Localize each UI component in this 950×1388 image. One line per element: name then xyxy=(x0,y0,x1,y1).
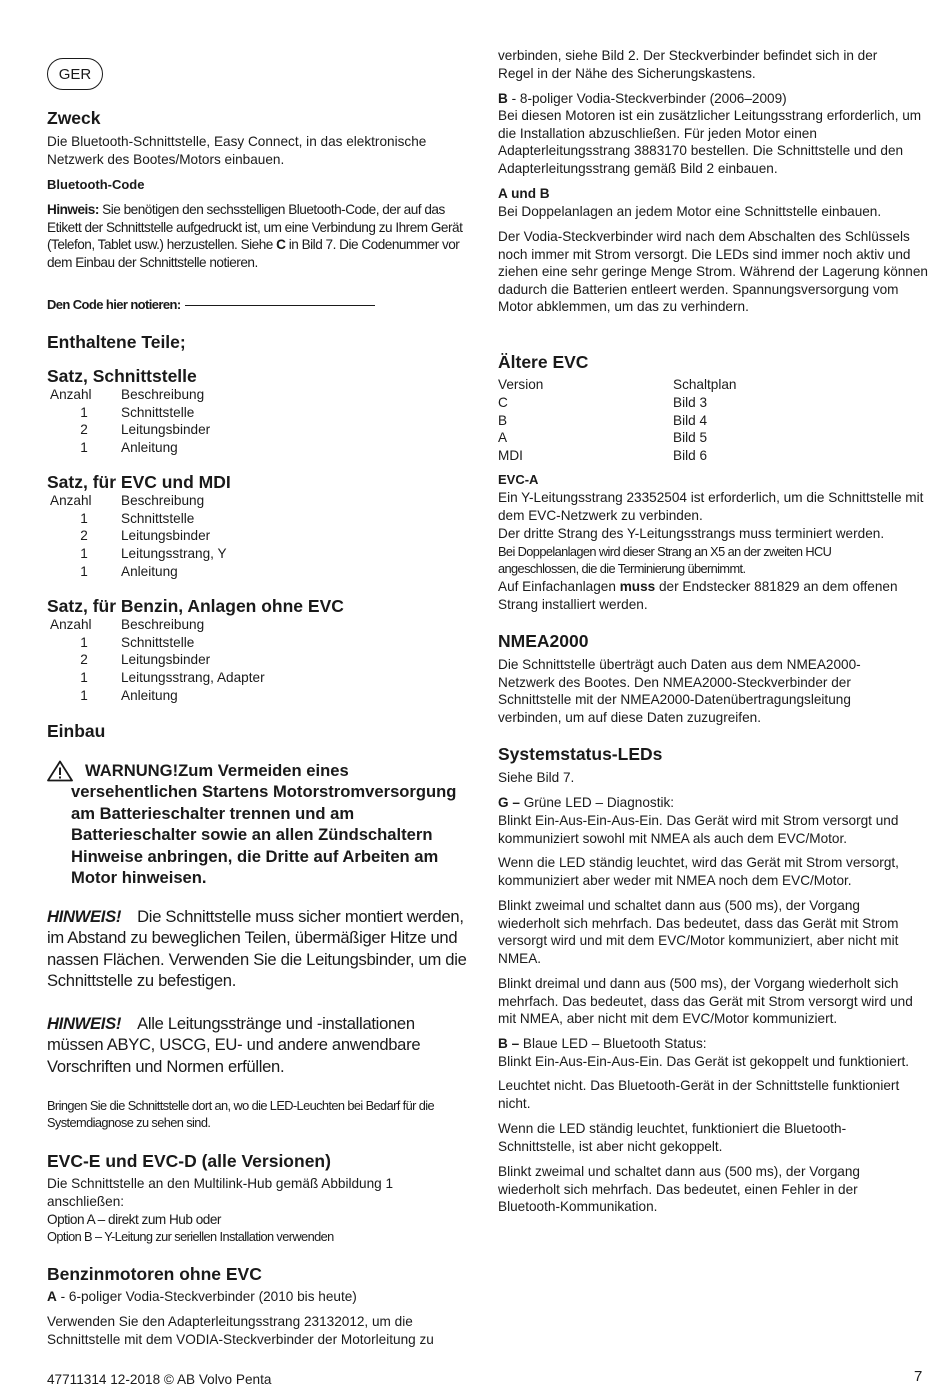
table-row xyxy=(47,651,472,669)
set-3-table xyxy=(47,616,472,705)
evca-text-4 xyxy=(498,578,928,613)
table-header xyxy=(498,376,736,394)
evca-4b: muss xyxy=(619,579,656,594)
parts-set-1 xyxy=(47,366,472,457)
desc: Schnittstelle xyxy=(121,510,195,526)
benzin-para-cont: verbinden, siehe Bild 2. Der Steckverbinder befindet sich in der Regel in der Nähe des Sicherungskastens. xyxy=(498,48,878,81)
table-row xyxy=(47,439,472,457)
language-badge: GER xyxy=(47,58,103,90)
qty: 2 xyxy=(80,528,88,544)
evc-ed-line-1: Die Schnittstelle an den Multilink-Hub gemäß Abbildung 1 anschließen: xyxy=(47,1176,394,1209)
hinweis-label: HINWEIS! xyxy=(47,1014,122,1033)
col-desc: Beschreibung xyxy=(121,493,205,508)
evca-text-2: Der dritte Strang des Y-Leitungsstrangs muss terminiert werden. xyxy=(498,526,885,541)
qty: 1 xyxy=(80,510,88,526)
zweck-heading: Zweck xyxy=(47,108,101,128)
table-header xyxy=(47,386,472,404)
set-1-title: Satz, Schnittstelle xyxy=(47,366,197,386)
parts-set-2 xyxy=(47,472,472,581)
green-led-1: Blinkt Ein-Aus-Ein-Aus-Ein. Das Gerät wird mit Strom versorgt und kommuniziert sowohl mit NMEA als auch dem EVC/Motor. xyxy=(498,813,899,846)
einbau-heading: Einbau xyxy=(47,721,106,741)
hinweis-1 xyxy=(47,906,472,992)
ab-text: Bei Doppelanlagen an jedem Motor eine Schnittstelle einbauen. xyxy=(498,204,882,219)
schaltplan: Bild 4 xyxy=(673,412,708,428)
col-qty: Anzahl xyxy=(50,617,92,632)
col-desc: Beschreibung xyxy=(121,617,205,632)
table-row xyxy=(47,669,472,687)
qty: 1 xyxy=(80,634,88,650)
table-row xyxy=(47,545,472,563)
schaltplan: Bild 5 xyxy=(673,430,708,446)
warning-icon xyxy=(47,760,73,782)
evc-ed-line-3: Option B – Y-Leitung zur seriellen Installation verwenden xyxy=(47,1229,334,1244)
aeltere-heading: Ältere EVC xyxy=(498,352,589,372)
blue-led-3: Wenn die LED ständig leuchtet, funktioniert die Bluetooth-Schnittstelle, ist aber nicht gekoppelt. xyxy=(498,1121,847,1154)
qty: 1 xyxy=(80,687,88,703)
warning-block xyxy=(47,760,472,888)
blue-led-1: Blinkt Ein-Aus-Ein-Aus-Ein. Das Gerät ist gekoppelt und funktioniert. xyxy=(498,1054,910,1069)
blue-led-2: Leuchtet nicht. Das Bluetooth-Gerät in der Schnittstelle funktioniert nicht. xyxy=(498,1078,900,1111)
bluetooth-hint xyxy=(47,201,472,271)
code-note-line xyxy=(47,296,375,314)
b-led-title: Blaue LED – Bluetooth Status: xyxy=(519,1036,707,1051)
desc: Leitungsstrang, Adapter xyxy=(121,670,265,686)
set-3-title: Satz, für Benzin, Anlagen ohne EVC xyxy=(47,596,344,616)
version-table xyxy=(498,376,736,465)
table-row xyxy=(498,447,736,465)
hint-text-2: in Bild 7. Die Codenummer vor dem Einbau der Schnittstelle notieren. xyxy=(47,237,460,270)
hinweis-label: HINWEIS! xyxy=(47,907,122,926)
qty: 1 xyxy=(80,404,88,420)
evc-ed-heading: EVC-E und EVC-D (alle Versionen) xyxy=(47,1151,331,1171)
evca-label: EVC-A xyxy=(498,472,539,487)
page-number: 7 xyxy=(914,1368,923,1385)
desc: Schnittstelle xyxy=(121,634,195,650)
leds-see: Siehe Bild 7. xyxy=(498,770,575,785)
qty: 2 xyxy=(80,422,88,438)
code-note-label: Den Code hier notieren: xyxy=(47,297,181,312)
col-version: Version xyxy=(498,377,544,392)
vodia-para: Der Vodia-Steckverbinder wird nach dem Abschalten des Schlüssels noch immer mit Strom versorgt. Die LEDs sind immer noch aktiv und ziehen eine sehr geringe Menge Strom. Während der Lagerung können dadurch die Batterien entleert werden. Spannungsversorgung vom Motor abklemmen, um das zu verhindern. xyxy=(498,229,928,315)
qty: 1 xyxy=(80,440,88,456)
version: MDI xyxy=(498,448,523,464)
table-header xyxy=(47,616,472,634)
evca-text-3: Bei Doppelanlagen wird dieser Strang an X5 an der zweiten HCU angeschlossen, die die Terminierung übernimmt. xyxy=(498,544,832,576)
zweck-text: Die Bluetooth-Schnittstelle, Easy Connect, in das elektronische Netzwerk des Bootes/Motors einbauen. xyxy=(47,134,427,167)
table-row xyxy=(498,412,736,430)
warning-title: WARNUNG!Zum Vermeiden eines xyxy=(85,761,349,780)
leds-heading: Systemstatus-LEDs xyxy=(498,744,663,764)
b-label: B xyxy=(498,91,508,106)
g-label: G – xyxy=(498,795,520,810)
table-row xyxy=(47,404,472,422)
desc: Anleitung xyxy=(121,687,178,703)
version: B xyxy=(498,412,508,428)
benzin-b xyxy=(498,90,787,108)
g-title: Grüne LED – Diagnostik: xyxy=(519,795,675,810)
green-led-2: Wenn die LED ständig leuchtet, wird das Gerät mit Strom versorgt, kommuniziert aber weder mit NMEA noch dem EVC/Motor. xyxy=(498,855,899,888)
parts-heading: Enthaltene Teile; xyxy=(47,332,186,352)
benzin-heading: Benzinmotoren ohne EVC xyxy=(47,1264,262,1284)
table-row xyxy=(47,687,472,705)
hint-label: Hinweis: xyxy=(47,202,99,217)
col-qty: Anzahl xyxy=(50,387,92,402)
hinweis-2 xyxy=(47,1013,472,1077)
ab-label: A und B xyxy=(498,186,550,201)
set-1-table xyxy=(47,386,472,457)
benzin-para: Verwenden Sie den Adapterleitungsstrang 23132012, um die Schnittstelle mit dem VODIA-Steckverbinder der Motorleitung zu xyxy=(47,1314,434,1347)
parts-set-3 xyxy=(47,596,472,705)
desc: Schnittstelle xyxy=(121,404,195,420)
bluetooth-code-heading: Bluetooth-Code xyxy=(47,177,145,192)
col-qty: Anzahl xyxy=(50,493,92,508)
col-schaltplan: Schaltplan xyxy=(673,377,737,392)
qty: 2 xyxy=(80,652,88,668)
set-2-table xyxy=(47,492,472,581)
table-row xyxy=(47,510,472,528)
b-text: - 8-poliger Vodia-Steckverbinder (2006–2009) xyxy=(507,91,787,106)
qty: 1 xyxy=(80,546,88,562)
version: C xyxy=(498,394,508,410)
table-row xyxy=(498,429,736,447)
placement-text: Bringen Sie die Schnittstelle dort an, wo die LED-Leuchten bei Bedarf für die Systemdiagnose zu sehen sind. xyxy=(47,1098,435,1130)
nmea-heading: NMEA2000 xyxy=(498,631,589,651)
evca-4a: Auf Einfachanlagen xyxy=(498,579,620,594)
green-led-3: Blinkt zweimal und schaltet dann aus (500 ms), der Vorgang wiederholt sich mehrfach. Das bedeutet, dass das Gerät mit Strom versorgt wird und mit dem EVC/Motor kommuniziert, aber nicht mit NMEA. xyxy=(498,898,899,966)
table-row xyxy=(47,563,472,581)
evca-4c: der Endstecker 881829 an dem offenen Strang installiert werden. xyxy=(498,579,898,612)
version: A xyxy=(498,430,508,446)
green-led-title xyxy=(498,794,674,812)
qty: 1 xyxy=(80,563,88,579)
hinweis-1-text: Die Schnittstelle muss sicher montiert werden, im Abstand zu beweglichen Teilen, übermäßiger Hitze und nassen Flächen. Verwenden Sie die Leitungsbinder, um die Schnittstelle zu befestigen. xyxy=(47,907,467,991)
a-text: - 6-poliger Vodia-Steckverbinder (2010 bis heute) xyxy=(56,1289,357,1304)
schaltplan: Bild 3 xyxy=(673,394,708,410)
table-row xyxy=(498,394,736,412)
set-2-title: Satz, für EVC und MDI xyxy=(47,472,231,492)
footer-doc-info: 47711314 12-2018 © AB Volvo Penta xyxy=(47,1372,272,1387)
desc: Leitungsbinder xyxy=(121,652,211,668)
desc: Leitungsbinder xyxy=(121,422,211,438)
desc: Anleitung xyxy=(121,440,178,456)
desc: Leitungsstrang, Y xyxy=(121,546,227,562)
desc: Leitungsbinder xyxy=(121,528,211,544)
evca-text-1: Ein Y-Leitungsstrang 23352504 ist erforderlich, um die Schnittstelle mit dem EVC-Netzwerk zu verbinden. xyxy=(498,490,924,523)
qty: 1 xyxy=(80,670,88,686)
evc-ed-line-2: Option A – direkt zum Hub oder xyxy=(47,1212,221,1227)
col-desc: Beschreibung xyxy=(121,387,205,402)
schaltplan: Bild 6 xyxy=(673,448,708,464)
benzin-b-para: Bei diesen Motoren ist ein zusätzlicher Leitungsstrang erforderlich, um die Installation abzuschließen. Für jeden Motor einen Adapterleitungsstrang 3883170 bestellen. Die Schnittstelle und den Adapterleitungsstrang gemäß Bild 2 einbauen. xyxy=(498,108,922,176)
table-row xyxy=(47,634,472,652)
code-write-line xyxy=(185,305,375,306)
benzin-a xyxy=(47,1288,357,1306)
a-label: A xyxy=(47,1289,57,1304)
table-row xyxy=(47,527,472,545)
nmea-text: Die Schnittstelle überträgt auch Daten aus dem NMEA2000-Netzwerk des Bootes. Den NMEA2000-Steckverbinder der Schnittstelle mit der NMEA2000-Datenübertragungsleitung verbinden, um auf diese Daten zuzugreifen. xyxy=(498,657,861,725)
table-row xyxy=(47,421,472,439)
b-led-label: B – xyxy=(498,1036,520,1051)
green-led-4: Blinkt dreimal und dann aus (500 ms), der Vorgang wiederholt sich mehrfach. Das bedeutet, dass das Gerät mit Strom versorgt wird und mit NMEA, aber nicht mit dem EVC/Motor kommuniziert. xyxy=(498,976,913,1027)
hint-c: C xyxy=(276,237,286,253)
hinweis-2-text: Alle Leitungsstränge und -installationen müssen ABYC, USCG, EU- und andere anwendbare Vorschriften und Normen erfüllen. xyxy=(47,1014,421,1076)
desc: Anleitung xyxy=(121,563,178,579)
warning-body: versehentlichen Startens Motorstromversorgung am Batterieschalter trennen und am Batterieschalter sowie an allen Zündschaltern Hinweise anbringen, die Dritte auf Arbeiten am Motor hinweisen. xyxy=(71,782,457,888)
hint-text: Sie benötigen den sechsstelligen Bluetooth-Code, der auf das Etikett der Schnittstelle aufgedruckt ist, um eine Verbindung zu Ihrem Gerät (Telefon, Tablet usw.) herzustellen. Siehe xyxy=(47,202,463,253)
table-header xyxy=(47,492,472,510)
blue-led-4: Blinkt zweimal und schaltet dann aus (500 ms), der Vorgang wiederholt sich mehrfach. Das bedeutet, einen Fehler in der Bluetooth-Kommunikation. xyxy=(498,1164,860,1215)
blue-led-title xyxy=(498,1035,707,1053)
